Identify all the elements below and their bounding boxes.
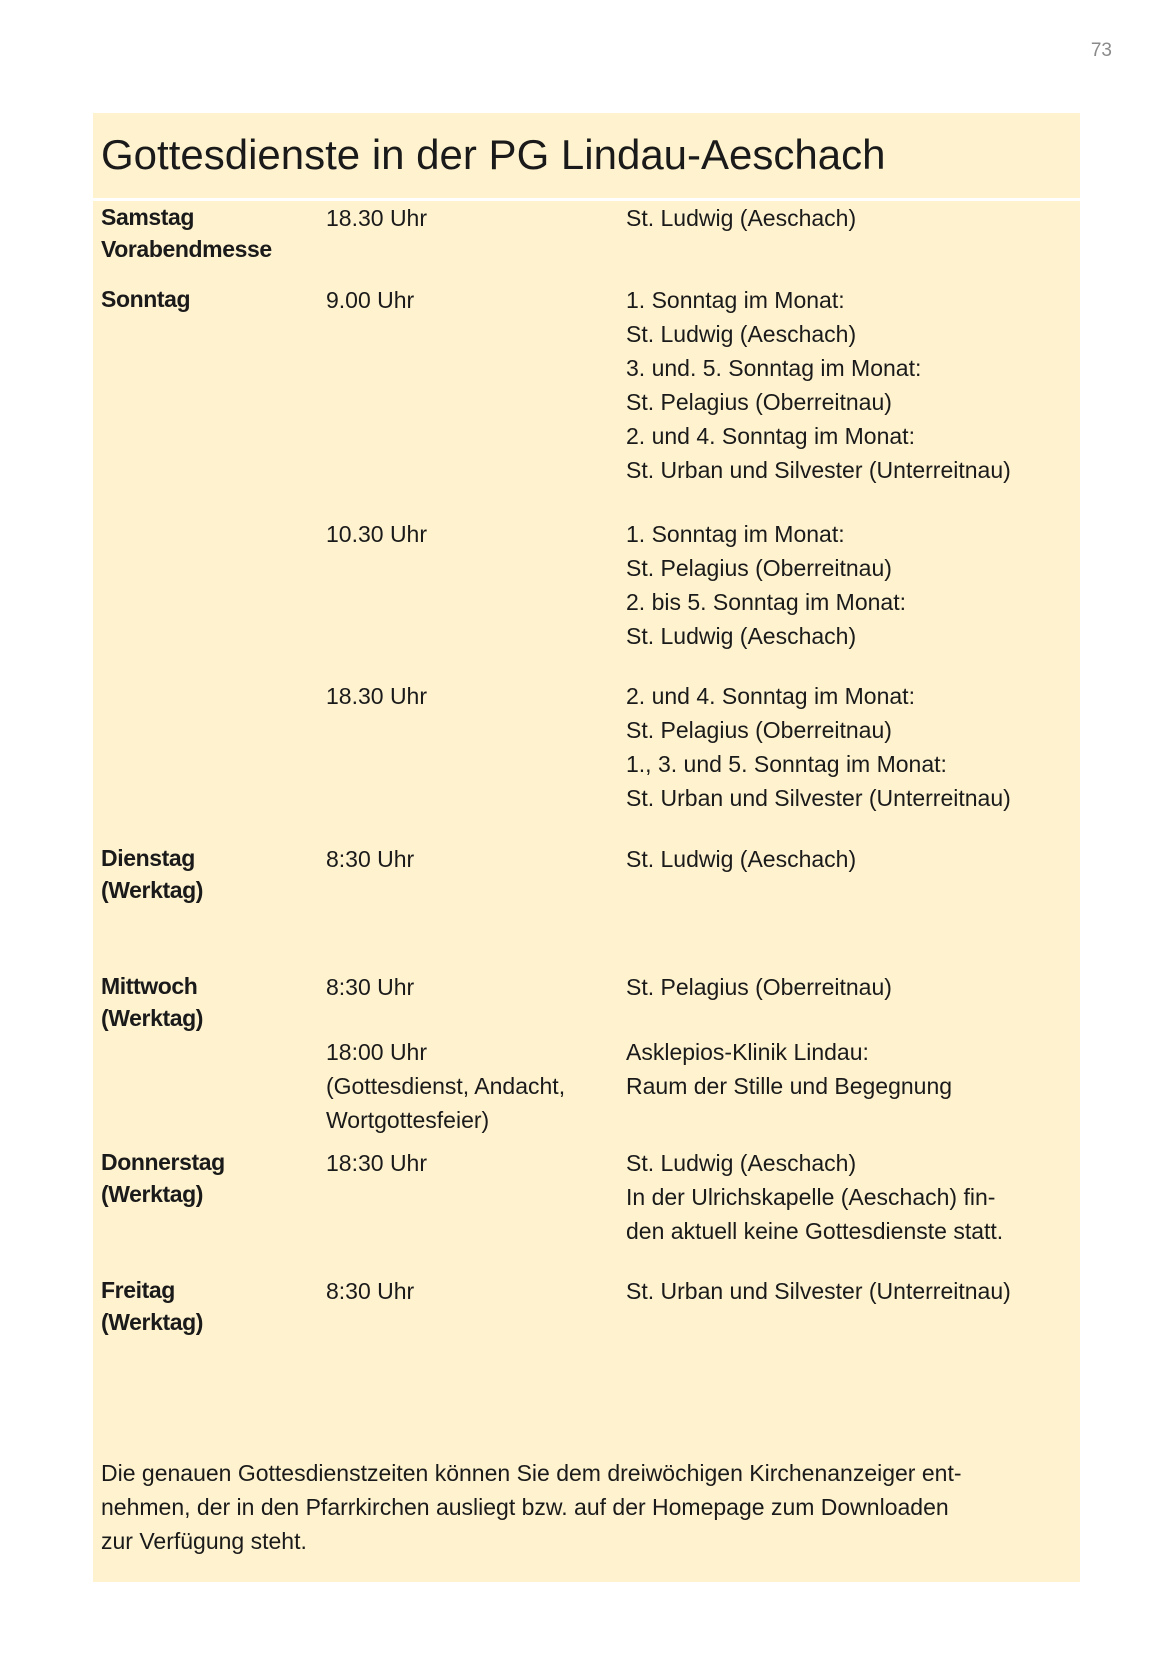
day-label: Vorabendmesse [101, 236, 272, 262]
day-label: Mittwoch [101, 973, 198, 999]
location-label: St. Urban und Silvester (Unterreitnau) [626, 785, 1011, 811]
day-label: Sonntag [101, 286, 191, 312]
location-label: St. Ludwig (Aeschach) [626, 205, 857, 231]
day-label: (Werktag) [101, 1309, 204, 1335]
time-label: 8:30 Uhr [326, 846, 415, 872]
day-label: (Werktag) [101, 1005, 204, 1031]
schedule-loc-cell [626, 517, 1076, 653]
time-label: 10.30 Uhr [326, 521, 428, 547]
schedule-time-cell [326, 1146, 616, 1180]
footer-note [101, 1456, 1076, 1558]
day-label: Donnerstag [101, 1149, 225, 1175]
schedule-day-cell [101, 283, 316, 315]
schedule-day-cell [101, 970, 316, 1034]
day-label: Freitag [101, 1277, 175, 1303]
location-label: 1., 3. und 5. Sonntag im Monat: [626, 751, 947, 777]
day-label: Samstag [101, 204, 195, 230]
schedule-time-cell [326, 842, 616, 876]
location-label: St. Urban und Silvester (Unterreitnau) [626, 457, 1011, 483]
schedule-day-cell [101, 1146, 316, 1210]
schedule-loc-cell [626, 970, 1076, 1004]
schedule-panel [93, 113, 1080, 1582]
location-label: St. Ludwig (Aeschach) [626, 846, 857, 872]
day-label: (Werktag) [101, 877, 204, 903]
time-label: 9.00 Uhr [326, 287, 415, 313]
location-label: St. Pelagius (Oberreitnau) [626, 717, 892, 743]
page-title: Gottesdienste in der PG Lindau-Aeschach [101, 131, 886, 178]
footer-note-line: zur Verfügung steht. [101, 1528, 307, 1554]
page-number: 73 [1090, 40, 1112, 61]
time-label: 8:30 Uhr [326, 1278, 415, 1304]
location-label: 3. und. 5. Sonntag im Monat: [626, 355, 922, 381]
schedule-loc-cell [626, 1035, 1076, 1103]
footer-note-line: nehmen, der in den Pfarrkirchen ausliegt bzw. auf der Homepage zum Downloaden [101, 1494, 949, 1520]
location-label: 2. und 4. Sonntag im Monat: [626, 683, 915, 709]
time-label: 18:30 Uhr [326, 1150, 428, 1176]
location-label: St. Ludwig (Aeschach) [626, 1150, 857, 1176]
location-label: St. Ludwig (Aeschach) [626, 623, 857, 649]
title-band [93, 113, 1080, 201]
time-label: (Gottesdienst, Andacht, [326, 1073, 566, 1099]
schedule-time-cell [326, 1035, 616, 1137]
schedule-day-cell [101, 842, 316, 906]
schedule-loc-cell [626, 283, 1076, 487]
schedule-time-cell [326, 679, 616, 713]
location-label: Raum der Stille und Begegnung [626, 1073, 953, 1099]
day-label: (Werktag) [101, 1181, 204, 1207]
location-label: den aktuell keine Gottesdienste statt. [626, 1218, 1004, 1244]
schedule-loc-cell [626, 1146, 1076, 1248]
location-label: St. Pelagius (Oberreitnau) [626, 389, 892, 415]
schedule-time-cell [326, 283, 616, 317]
schedule-time-cell [326, 970, 616, 1004]
location-label: 2. bis 5. Sonntag im Monat: [626, 589, 906, 615]
location-label: St. Ludwig (Aeschach) [626, 321, 857, 347]
location-label: St. Pelagius (Oberreitnau) [626, 974, 892, 1000]
time-label: 18.30 Uhr [326, 205, 428, 231]
schedule-loc-cell [626, 1274, 1076, 1308]
day-label: Dienstag [101, 845, 195, 871]
schedule-loc-cell [626, 842, 1076, 876]
time-label: 18.30 Uhr [326, 683, 428, 709]
location-label: St. Pelagius (Oberreitnau) [626, 555, 892, 581]
schedule-day-cell [101, 1274, 316, 1338]
footer-note-line: Die genauen Gottesdienstzeiten können Sie dem dreiwöchigen Kirchenanzeiger ent- [101, 1460, 962, 1486]
location-label: Asklepios-Klinik Lindau: [626, 1039, 869, 1065]
location-label: In der Ulrichskapelle (Aeschach) fin- [626, 1184, 996, 1210]
schedule-time-cell [326, 1274, 616, 1308]
schedule-time-cell [326, 201, 616, 235]
schedule-time-cell [326, 517, 616, 551]
location-label: 1. Sonntag im Monat: [626, 287, 845, 313]
schedule-loc-cell [626, 679, 1076, 815]
schedule-loc-cell [626, 201, 1076, 235]
schedule-day-cell [101, 201, 316, 265]
time-label: Wortgottesfeier) [326, 1107, 490, 1133]
location-label: St. Urban und Silvester (Unterreitnau) [626, 1278, 1011, 1304]
time-label: 8:30 Uhr [326, 974, 415, 1000]
location-label: 1. Sonntag im Monat: [626, 521, 845, 547]
location-label: 2. und 4. Sonntag im Monat: [626, 423, 915, 449]
time-label: 18:00 Uhr [326, 1039, 428, 1065]
